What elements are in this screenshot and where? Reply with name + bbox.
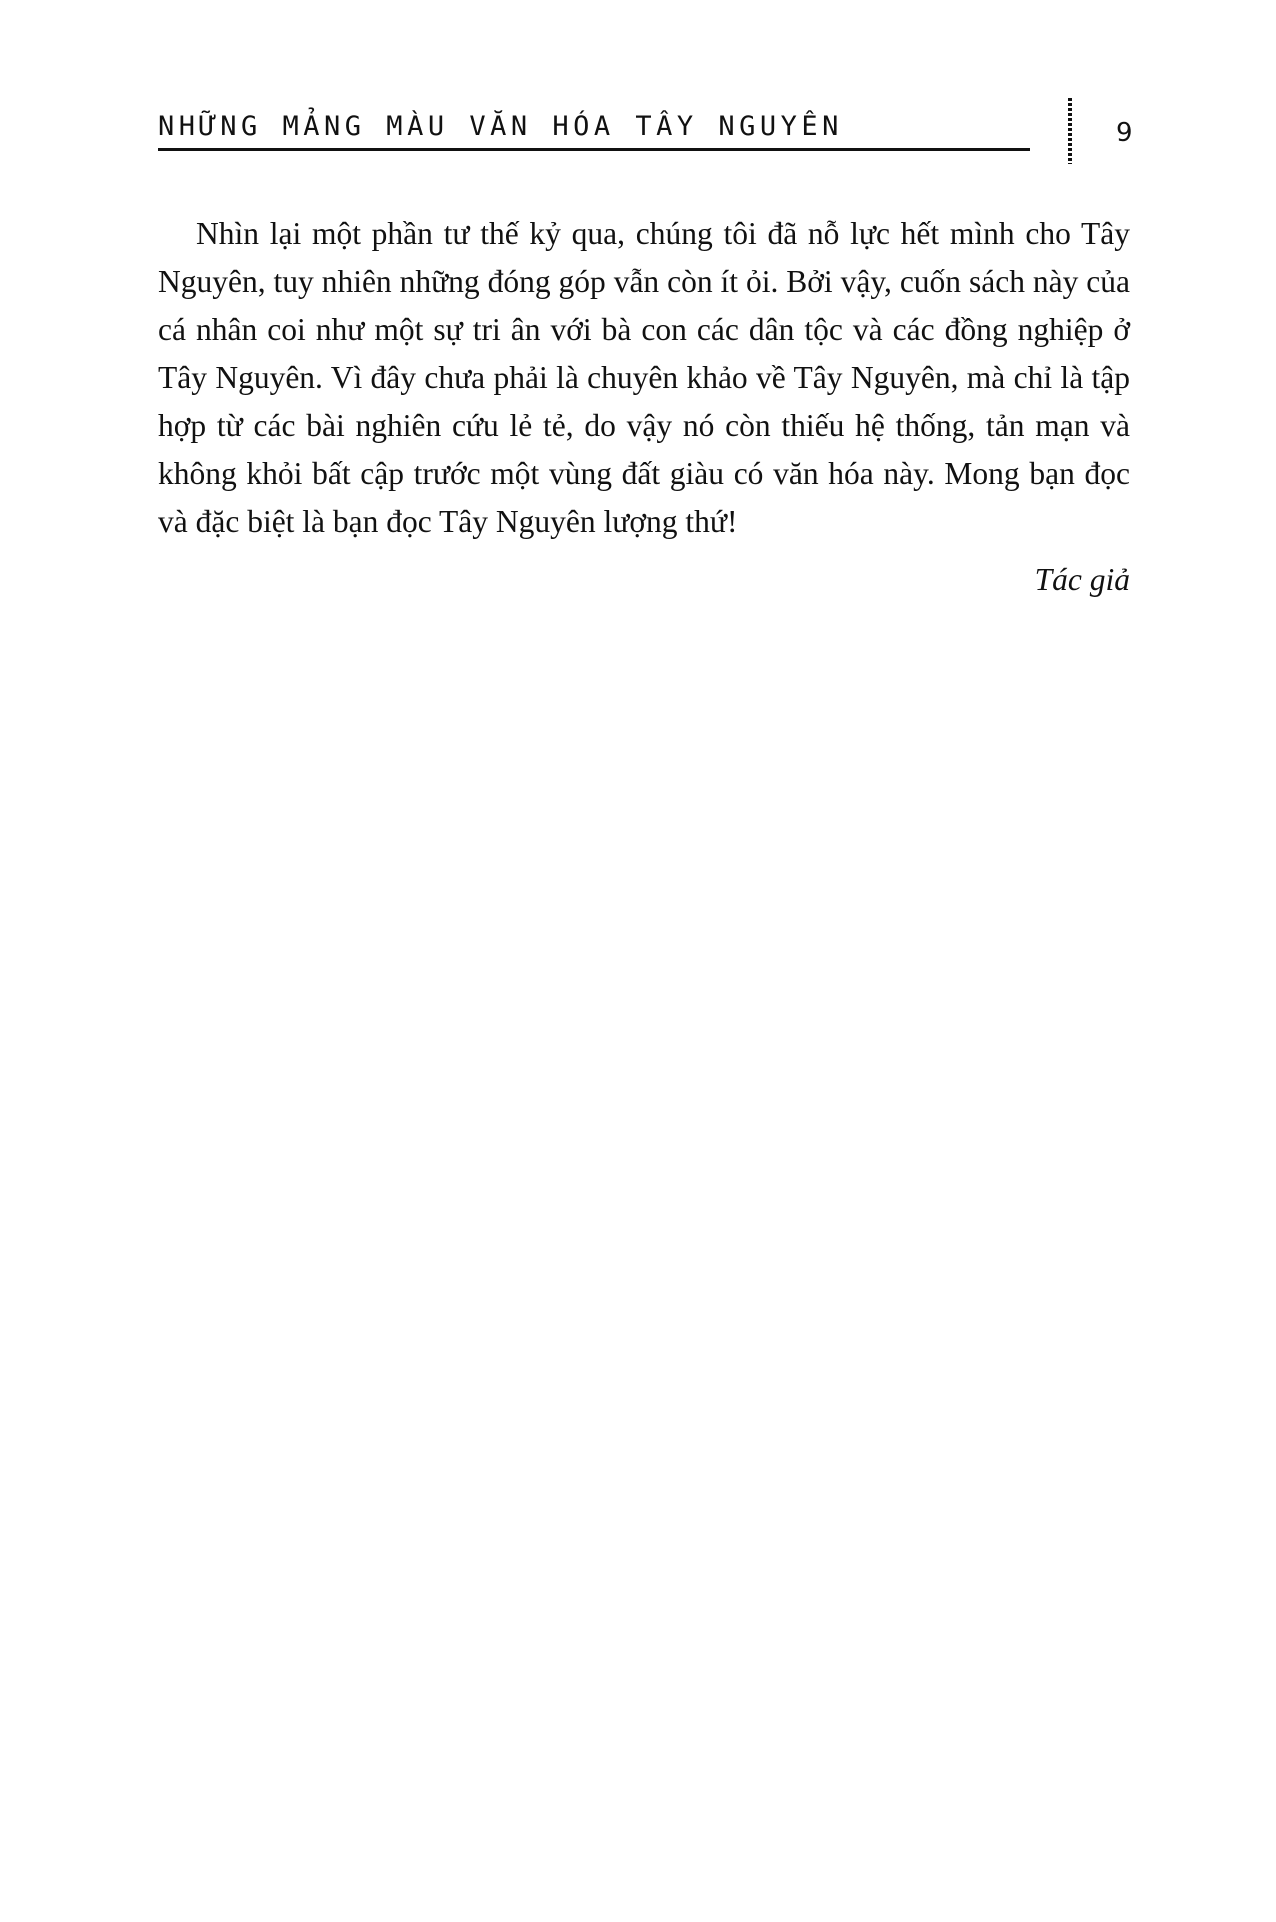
header-rule [158,148,1030,151]
page-number-divider [1068,98,1072,164]
running-title: NHỮNG MẢNG MÀU VĂN HÓA TÂY NGUYÊN [158,111,843,142]
author-signature: Tác giả [1034,562,1130,597]
page-number: 9 [1116,118,1133,148]
running-header [158,108,1030,156]
body-paragraph: Nhìn lại một phần tư thế kỷ qua, chúng tôi đã nỗ lực hết mình cho Tây Nguyên, tuy nhiên những đóng góp vẫn còn ít ỏi. Bởi vậy, cuốn sách này của cá nhân coi như một sự tri ân với bà con các dân tộc và các đồng nghiệp ở Tây Nguyên. Vì đây chưa phải là chuyên khảo về Tây Nguyên, mà chỉ là tập hợp từ các bài nghiên cứu lẻ tẻ, do vậy nó còn thiếu hệ thống, tản mạn và không khỏi bất cập trước một vùng đất giàu có văn hóa này. Mong bạn đọc và đặc biệt là bạn đọc Tây Nguyên lượng thứ! [158,216,1130,539]
